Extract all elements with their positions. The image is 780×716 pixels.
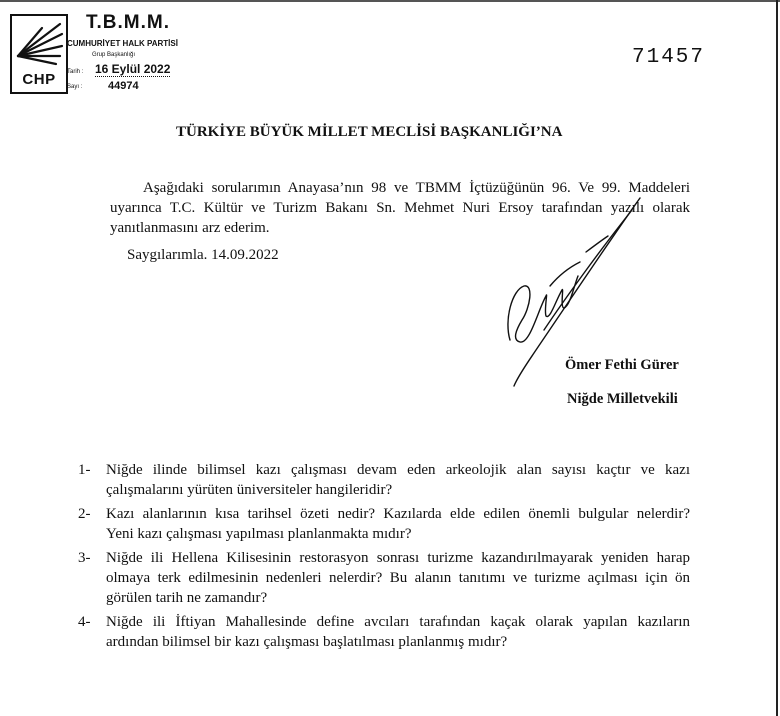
stamp-number-label: Sayı :	[67, 84, 83, 90]
question-line: Yeni kazı çalışması yapılması planlanmakta mıdır?	[106, 526, 412, 542]
stamp-number-row	[67, 80, 139, 92]
addressee-heading: TÜRKİYE BÜYÜK MİLLET MECLİSİ BAŞKANLIĞI’NA	[176, 124, 563, 140]
body-line: Aşağıdaki sorularımın Anayasa’nın 98 ve TBMM İçtüzüğünün 96. Ve 99. Maddeleri	[143, 180, 690, 196]
body-line: uyarınca T.C. Kültür ve Turizm Bakanı Sn. Mehmet Nuri Ersoy tarafından yazılı olarak	[110, 200, 690, 216]
question-text	[106, 504, 690, 544]
chp-logo	[10, 14, 68, 94]
question-line: çalışmalarını yürüten üniversiteler hangileridir?	[106, 482, 393, 498]
question-line: ardından bilimsel bir kazı çalışması başlatılması planlanmış mıdır?	[106, 634, 508, 650]
question-line: Niğde ilinde bilimsel kazı çalışması devam eden arkeolojik alan sayısı kaçtır ve kazı	[106, 462, 690, 478]
stamp-title: T.B.M.M.	[86, 12, 170, 33]
signatory-name: Ömer Fethi Gürer	[565, 357, 679, 373]
question-number: 2-	[78, 506, 91, 522]
stamp-date-row	[67, 62, 171, 76]
page-top-edge	[0, 0, 780, 2]
question-text	[106, 612, 690, 652]
chp-logo-text: CHP	[22, 71, 56, 88]
question-number: 1-	[78, 462, 91, 478]
stamp-date-value: 16 Eylül 2022	[95, 62, 171, 76]
question-list	[78, 460, 690, 656]
question-line: Kazı alanlarının kısa tarihsel özeti nedir? Kazılarda elde edilen önemli bulgular nelerdir?	[106, 506, 690, 522]
stamp-group: Grup Başkanlığı	[92, 52, 136, 58]
question-item	[78, 460, 690, 500]
document-number: 71457	[632, 46, 706, 69]
closing-regards: Saygılarımla. 14.09.2022	[127, 247, 279, 263]
question-text	[106, 460, 690, 500]
stamp-party: CUMHURİYET HALK PARTİSİ	[67, 39, 178, 48]
question-line: Niğde ili İftiyan Mahallesinde define avcıları tarafından kaçak olarak yapılan kazıların	[106, 614, 690, 630]
question-item	[78, 548, 690, 608]
question-line: görülen tarih ne zamandır?	[106, 590, 268, 606]
question-number: 3-	[78, 550, 91, 566]
body-line: yanıtlanmasını arz ederim.	[110, 220, 270, 236]
question-number: 4-	[78, 614, 91, 630]
question-item	[78, 612, 690, 652]
signatory-role: Niğde Milletvekili	[567, 391, 678, 407]
stamp-date-label: Tarih :	[67, 69, 84, 75]
question-item	[78, 504, 690, 544]
stamp-number-value: 44974	[108, 80, 139, 92]
question-line: olmaya terk edilmesinin nedenleri nelerdir? Bu alanın tanıtımı ve turizme açılması için ön	[106, 570, 690, 586]
question-line: Niğde ili Hellena Kilisesinin restorasyon sonrası turizme kazandırılmayarak yeniden harap	[106, 550, 690, 566]
tbmm-stamp	[6, 10, 178, 92]
chp-six-arrows-icon	[12, 16, 66, 70]
question-text	[106, 548, 690, 608]
page-right-edge	[776, 0, 778, 716]
